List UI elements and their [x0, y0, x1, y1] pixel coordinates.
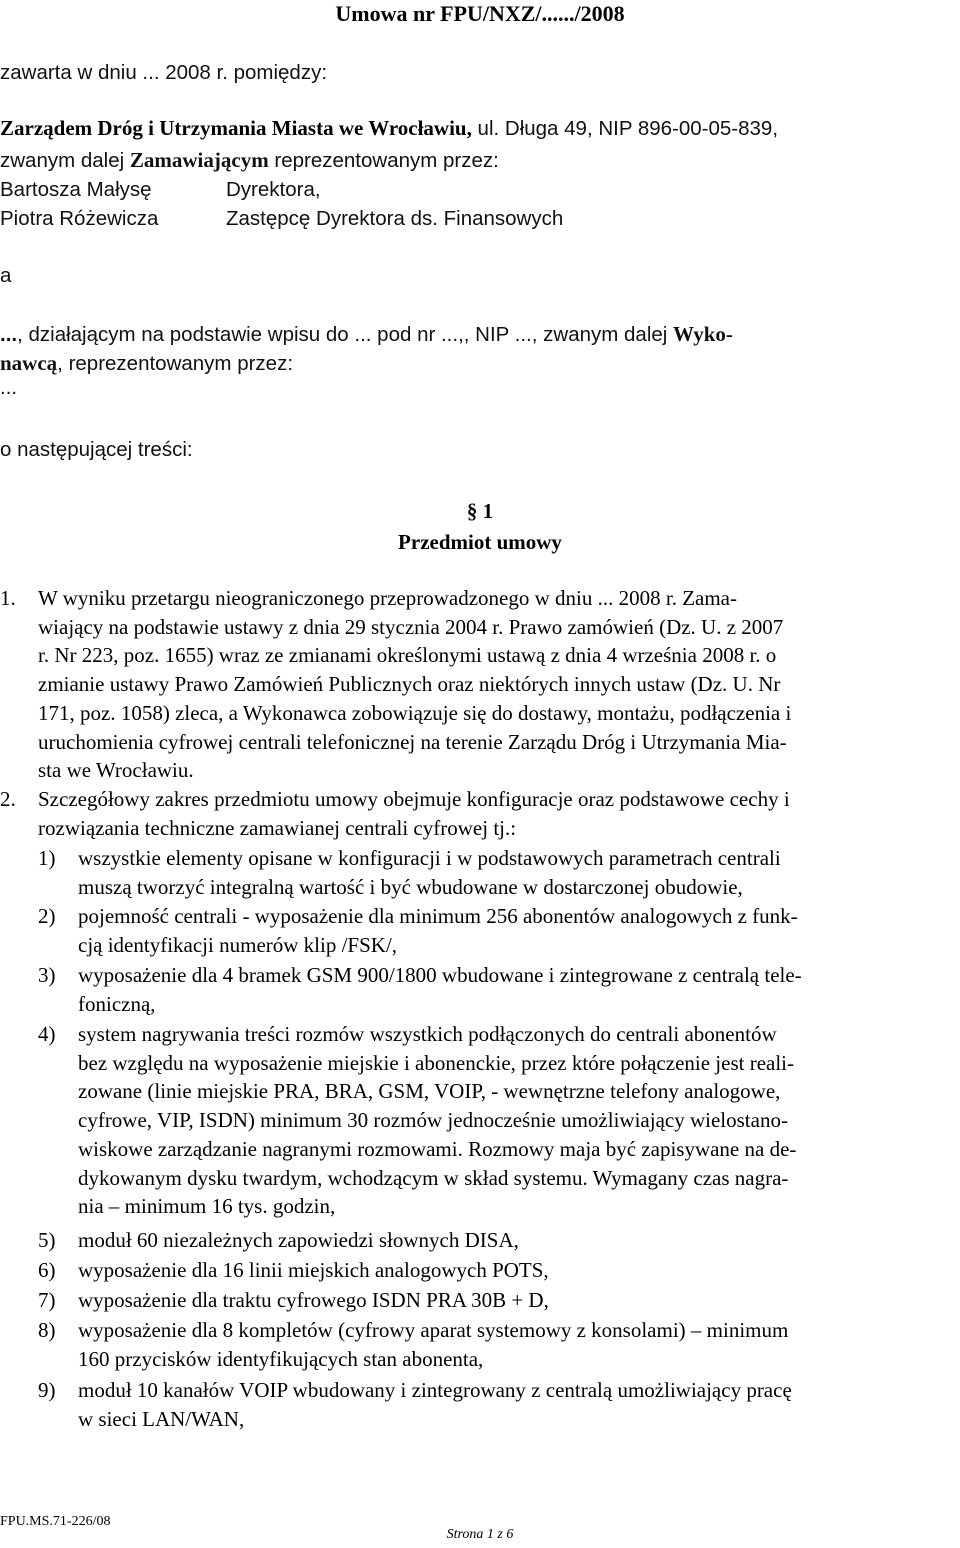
list-item-line: foniczną, — [78, 991, 156, 1016]
date-line: zawarta w dniu ... 2008 r. pomiędzy: — [0, 61, 328, 84]
list-item-line: wyposażenie dla 16 linii miejskich analogowych POTS, — [78, 1258, 549, 1282]
section-title: Przedmiot umowy — [398, 530, 562, 554]
contractor-details: , działającym na podstawie wpisu do ... pod nr ...,, NIP ..., zwanym dalej — [17, 323, 674, 346]
represented-prefix: zwanym dalej — [0, 149, 130, 172]
contractor-represented: , reprezentowanym przez: — [57, 352, 294, 375]
rep2-name: Piotra Różewicza — [0, 207, 159, 230]
footer-page-number: Strona 1 z 6 — [446, 1527, 514, 1542]
list-item-number: 8) — [38, 1318, 56, 1342]
paragraph-number: 1. — [0, 586, 16, 610]
represented-line — [0, 150, 499, 172]
party1-name: Zarządem Dróg i Utrzymania Miasta we Wrocławiu, — [0, 116, 472, 140]
rep2-role: Zastępcę Dyrektora ds. Finansowych — [226, 207, 564, 230]
list-item-line: wyposażenie dla 4 bramek GSM 900/1800 wbudowane i zintegrowane z centralą tele- — [78, 963, 802, 987]
contractor-term-part2: nawcą — [0, 351, 58, 375]
contractor-line-2 — [0, 353, 293, 375]
list-item-line: wiskowe zarządzanie nagranymi rozmowami. Rozmowy maja być zapisywane na de- — [78, 1136, 797, 1161]
party1-line — [0, 118, 778, 140]
list-item-line: muszą tworzyć integralną wartość i być wbudowane w dostarczonej obudowie, — [78, 874, 743, 899]
contractor-name-placeholder: ... — [0, 323, 18, 346]
section-number: § 1 — [466, 499, 494, 523]
list-item-line: wszystkie elementy opisane w konfiguracji i w podstawowych parametrach centrali — [78, 846, 781, 870]
paragraph-line: r. Nr 223, poz. 1655) wraz ze zmianami określonymi ustawą z dnia 4 września 2008 r. o — [38, 643, 777, 668]
list-item-line: nia – minimum 16 tys. godzin, — [78, 1194, 336, 1219]
and-word: a — [0, 264, 12, 287]
ordering-party-term: Zamawiającym — [129, 148, 269, 172]
list-item-number: 3) — [38, 963, 56, 987]
list-item-line: bez względu na wyposażenie miejskie i abonenckie, przez które połączenie jest reali- — [78, 1050, 794, 1075]
list-item-line: w sieci LAN/WAN, — [78, 1406, 245, 1431]
rep1-name: Bartosza Małysę — [0, 178, 152, 201]
contractor-line-1 — [0, 324, 733, 346]
rep1-role: Dyrektora, — [226, 178, 321, 201]
list-item-line: wyposażenie dla 8 kompletów (cyfrowy aparat systemowy z konsolami) – minimum — [78, 1318, 789, 1342]
paragraph-line: wiający na podstawie ustawy z dnia 29 stycznia 2004 r. Prawo zamówień (Dz. U. z 2007 — [38, 614, 784, 639]
list-item-line: 160 przycisków identyfikujących stan abonenta, — [78, 1346, 484, 1371]
paragraph-line: W wyniku przetargu nieograniczonego przeprowadzonego w dniu ... 2008 r. Zama- — [38, 586, 737, 610]
paragraph-line: zmianie ustawy Prawo Zamówień Publicznych oraz niektórych innych ustaw (Dz. U. Nr — [38, 672, 781, 697]
list-item-line: system nagrywania treści rozmów wszystkich podłączonych do centrali abonentów — [78, 1022, 777, 1046]
list-item-number: 2) — [38, 904, 56, 928]
paragraph-line: Szczegółowy zakres przedmiotu umowy obejmuje konfiguracje oraz podstawowe cechy i — [38, 787, 790, 811]
list-item-line: pojemność centrali - wyposażenie dla minimum 256 abonentów analogowych z funk- — [78, 904, 798, 928]
list-item-line: wyposażenie dla traktu cyfrowego ISDN PRA 30B + D, — [78, 1288, 549, 1312]
list-item-number: 4) — [38, 1022, 56, 1046]
party1-address: ul. Długa 49, NIP 896-00-05-839, — [471, 117, 779, 140]
contractor-rep-dots: ... — [0, 376, 18, 399]
contractor-term-part1: Wyko- — [673, 322, 733, 346]
list-item-number: 6) — [38, 1258, 56, 1282]
following-content: o następującej treści: — [0, 438, 193, 461]
list-item-line: cją identyfikacji numerów klip /FSK/, — [78, 932, 398, 957]
paragraph-line: uruchomienia cyfrowej centrali telefonicznej na terenie Zarządu Dróg i Utrzymania Mia- — [38, 729, 787, 754]
footer-reference: FPU.MS.71-226/08 — [0, 1514, 111, 1529]
list-item-number: 9) — [38, 1378, 56, 1402]
paragraph-line: sta we Wrocławiu. — [38, 758, 194, 783]
list-item-line: moduł 10 kanałów VOIP wbudowany i zintegrowany z centralą umożliwiający pracę — [78, 1378, 792, 1402]
list-item-line: cyfrowe, VIP, ISDN) minimum 30 rozmów jednocześnie umożliwiający wielostano- — [78, 1108, 788, 1133]
list-item-line: zowane (linie miejskie PRA, BRA, GSM, VOIP, - wewnętrzne telefony analogowe, — [78, 1079, 781, 1104]
list-item-number: 1) — [38, 846, 56, 870]
paragraph-line: 171, poz. 1058) zleca, a Wykonawca zobowiązuje się do dostawy, montażu, podłączenia i — [38, 700, 792, 725]
represented-suffix: reprezentowanym przez: — [268, 149, 499, 172]
list-item-number: 5) — [38, 1228, 56, 1252]
list-item-line: dykowanym dysku twardym, wchodzącym w skład systemu. Wymagany czas nagra- — [78, 1165, 789, 1190]
paragraph-line: rozwiązania techniczne zamawianej centrali cyfrowej tj.: — [38, 815, 517, 840]
document-title: Umowa nr FPU/NXZ/....../2008 — [335, 1, 625, 26]
list-item-number: 7) — [38, 1288, 56, 1312]
paragraph-number: 2. — [0, 787, 16, 811]
list-item-line: moduł 60 niezależnych zapowiedzi słownych DISA, — [78, 1228, 519, 1252]
